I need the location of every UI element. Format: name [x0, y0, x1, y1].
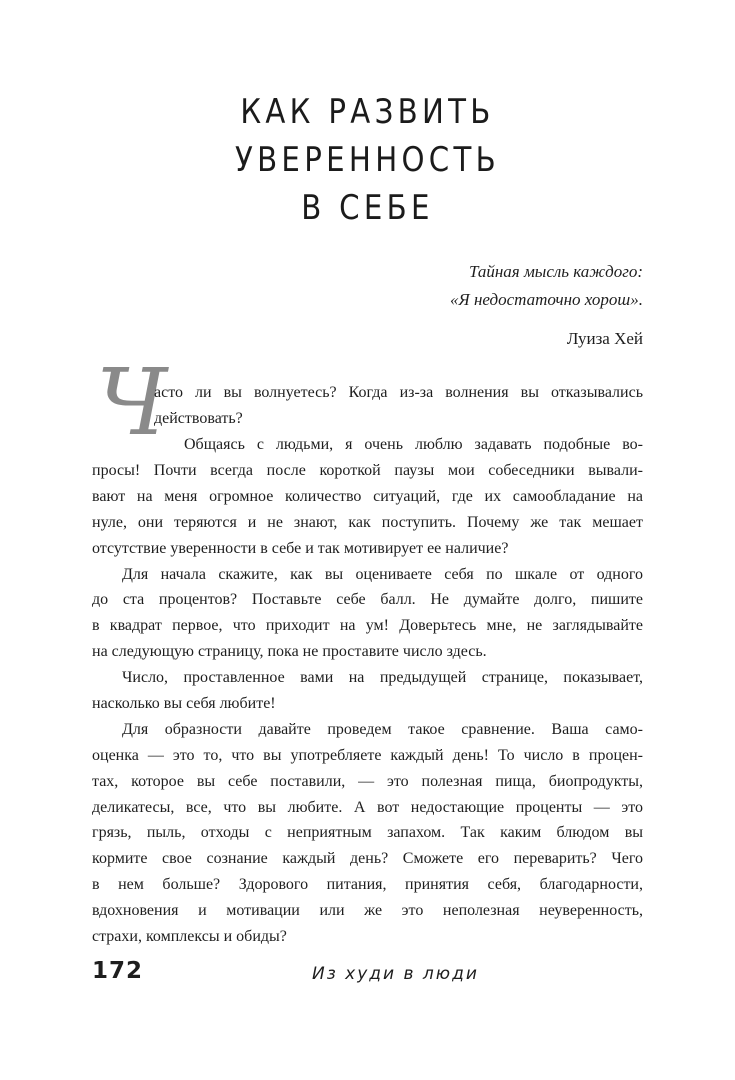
paragraph-1-line-2 — [154, 410, 643, 436]
text-line: деликатесы, все, что вы любите. А вот недостающие проценты — это — [92, 798, 643, 816]
text-line: вдохновения и мотивации или же это неполезная неуверенность, — [92, 902, 643, 920]
text-line: до ста процентов? Поставьте себе балл. Не думайте долго, пишите — [92, 591, 643, 609]
page-footer — [92, 958, 643, 998]
text-line: Для начала скажите, как вы оцениваете себя по шкале от одного — [122, 565, 643, 583]
text-line: кормите свое сознание каждый день? Сможете его переварить? Чего — [92, 850, 643, 868]
text-line: вают на меня огромное количество ситуаций, где их самообладание на — [92, 487, 643, 505]
text-line: на следующую страницу, пока не проставите число здесь. — [92, 643, 487, 661]
text-line: насколько вы себя любите! — [92, 695, 276, 713]
text-line: в квадрат первое, что приходит на ум! Доверьтесь мне, не заглядывайте — [92, 617, 643, 635]
text-line: в нем больше? Здорового питания, принятия себя, благодарности, — [92, 876, 643, 894]
paragraph-1-line-1 — [154, 384, 643, 410]
chapter-title — [129, 88, 606, 232]
text-line: асто ли вы волнуетесь? Когда из-за волнения вы отказывались — [154, 384, 643, 401]
text-line: Общаясь с людьми, я очень люблю задавать подобные во- — [184, 436, 643, 453]
text-line: действовать? — [154, 410, 243, 427]
text-line: грязь, пыль, отходы с неприятным запахом. Так каким блюдом вы — [92, 824, 643, 842]
text-line: оценка — это то, что вы употребляете каждый день! То число в процен- — [92, 746, 643, 764]
chapter-title-line-2: В СЕБЕ — [301, 188, 434, 228]
text-line: Число, проставленное вами на предыдущей странице, показывает, — [122, 669, 643, 687]
text-line: отсутствие уверенности в себе и так мотивирует ее наличие? — [92, 539, 509, 557]
epigraph-line-1: Тайная мысль каждого: — [469, 262, 643, 281]
text-line: нуле, они теряются и не знают, как поступить. Почему же так мешает — [92, 513, 643, 531]
paragraph-2-first-line — [184, 436, 643, 462]
epigraph — [450, 258, 643, 314]
text-line: просы! Почти всегда после короткой паузы мои собеседники вывали- — [92, 462, 643, 479]
body-text — [92, 462, 643, 954]
drop-cap — [92, 349, 168, 456]
chapter-title-line-1: КАК РАЗВИТЬ УВЕРЕННОСТЬ — [234, 92, 501, 180]
text-line: страхи, комплексы и обиды? — [92, 928, 287, 946]
page-number: 172 — [92, 958, 144, 984]
text-line: Для образности давайте проведем такое сравнение. Ваша само- — [122, 720, 643, 738]
epigraph-line-2: «Я недостаточно хорош». — [450, 290, 643, 309]
running-title: Из худи в люди — [312, 964, 479, 984]
epigraph-author: Луиза Хей — [566, 329, 643, 348]
text-line: тах, которое вы себе поставили, — это полезная пища, биопродукты, — [92, 772, 643, 790]
drop-cap-letter: Ч — [96, 349, 168, 456]
